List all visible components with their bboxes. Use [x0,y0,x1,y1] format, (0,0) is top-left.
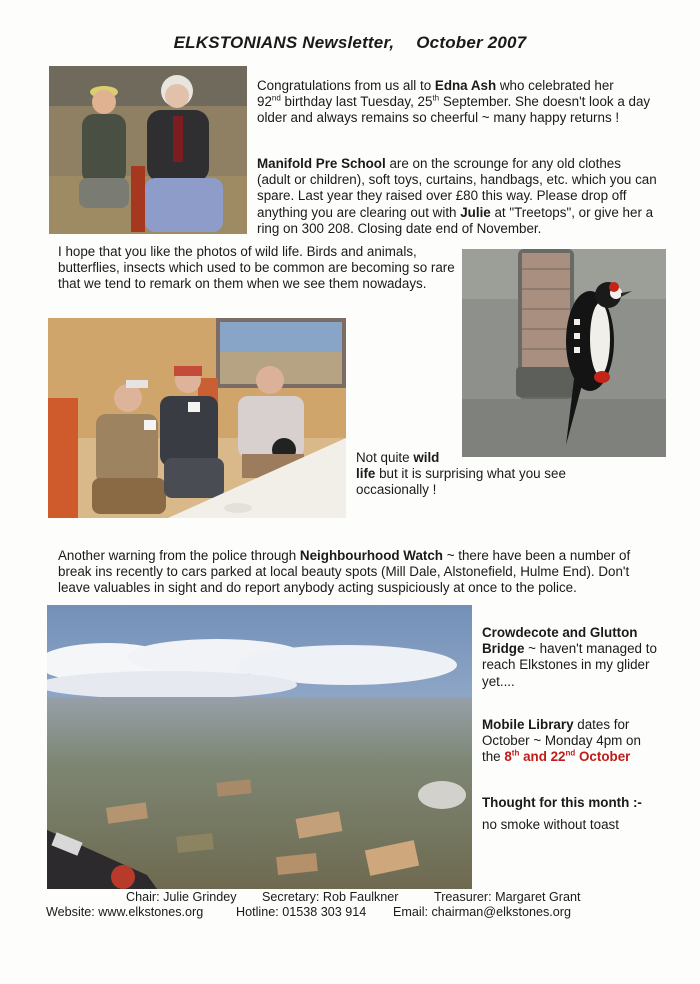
title-main: ELKSTONIANS Newsletter, [173,33,395,52]
preschool-text-1: are on the scrounge for any old clothes (adult or children), soft toys, curtains, handbags, etc. which you can spare. Last year they raised over £80 this way. Please drop off anything you are clearing out with [257,156,657,220]
crowdecote-paragraph [482,625,662,690]
wildlife-paragraph [58,244,458,293]
preschool-text-2: at "Treetops", or give her a ring on 300 208. Closing date end of November. [257,204,654,236]
crowdecote-name: Crowdecote and Glutton Bridge [482,625,638,657]
edna-day-suffix: th [432,93,440,103]
neighbourhood-watch-paragraph [58,548,658,597]
footer-email[interactable]: Email: chairman@elkstones.org [393,905,571,919]
thought-of-month [482,795,672,833]
edna-text-1: Congratulations from us all to [257,78,435,93]
police-text-2: ~ there have been a number of break ins recently to cars parked at local beauty spots (Mill Dale, Alstonefield, Hulme End). Don't leave valuables in sight and do report anybody acting suspiciously at once to the police. [58,548,631,596]
neighbourhood-watch-name: Neighbourhood Watch [299,548,443,563]
wildlife-caption [356,450,596,499]
preschool-name: Manifold Pre School [257,156,386,171]
preschool-contact: Julie [460,204,491,220]
edna-name: Edna Ash [434,78,497,93]
edna-text-2: who celebrated her [496,78,614,93]
tea-ladies-photo [48,318,346,518]
footer-chair: Chair: Julie Grindey [126,890,237,904]
edna-birthday-paragraph [257,78,667,127]
mobile-library-paragraph [482,717,662,766]
police-text-1: Another warning from the police through [58,548,300,563]
caption-text-2: but it is surprising what you see occasionally ! [356,466,566,498]
library-date-2: 22 [550,749,566,765]
footer-hotline: Hotline: 01538 303 914 [236,905,367,919]
newsletter-title [0,33,700,53]
edna-age-suffix: nd [271,93,281,103]
caption-text-1: Not quite [356,450,414,465]
mobile-library-name: Mobile Library [482,717,574,732]
footer-website[interactable]: Website: www.elkstones.org [46,905,204,919]
thought-heading: Thought for this month :- [482,795,642,810]
thought-text: no smoke without toast [482,817,619,833]
edna-day: 25 [417,94,433,110]
title-date: October 2007 [416,33,527,52]
wildlife-text: I hope that you like the photos of wild life. Birds and animals, butterflies, insects which used to be common are becoming so rare that we tend to remark on them when we see them nowadays. [58,244,455,292]
library-date-2-suffix: nd [565,748,576,758]
footer-treasurer: Treasurer: Margaret Grant [434,890,581,904]
crowdecote-text: ~ haven't managed to reach Elkstones in my glider yet.... [482,641,657,689]
edna-text-3: birthday last Tuesday, [280,94,418,110]
library-text: dates for October ~ Monday 4pm on the [482,717,641,765]
caption-bold-life: life [356,466,376,482]
woodpecker-photo [462,249,666,457]
library-month: October [575,749,631,765]
preschool-paragraph [257,156,657,237]
edna-text-4: September. She doesn't look a day older and always remains so cheerful ~ many happy returns ! [257,94,651,126]
footer-secretary: Secretary: Rob Faulkner [262,890,399,904]
edna-ash-photo [49,66,247,234]
glider-aerial-photo [47,605,472,889]
caption-bold-wild: wild [413,450,440,465]
library-date-1: 8 [504,749,512,765]
library-and: and [519,749,551,765]
library-date-1-suffix: th [511,748,520,758]
edna-age: 92 [257,94,272,110]
